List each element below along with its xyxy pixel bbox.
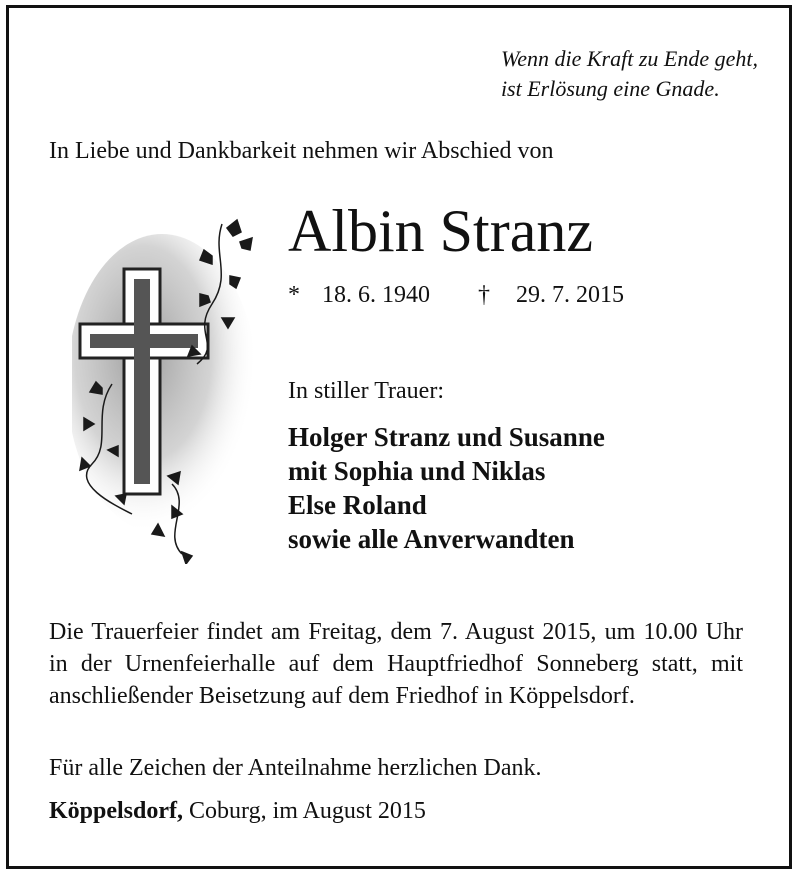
cross-with-ivy-icon <box>72 214 272 564</box>
family-line: mit Sophia und Niklas <box>288 456 546 486</box>
closing-rest: Coburg, im August 2015 <box>189 798 426 824</box>
intro-text: In Liebe und Dankbarkeit nehmen wir Abschied von <box>49 138 554 164</box>
life-dates <box>288 282 624 309</box>
family-list <box>288 420 605 556</box>
family-line: Holger Stranz und Susanne <box>288 422 605 452</box>
family-line: sowie alle Anverwandten <box>288 524 575 554</box>
motto <box>501 44 758 104</box>
ceremony-text: Die Trauerfeier findet am Freitag, dem 7. August 2015, um 10.00 Uhr in der Urnenfeierhalle auf dem Hauptfriedhof Sonneberg statt, mit anschließender Beisetzung auf dem Friedhof in Köppelsdorf. <box>49 619 743 709</box>
death-date: 29. 7. 2015 <box>516 282 624 308</box>
family-line: Else Roland <box>288 490 427 520</box>
closing-place: Köppelsdorf, <box>49 798 184 824</box>
death-symbol: † <box>478 282 490 308</box>
closing-line <box>49 798 426 825</box>
deceased-name: Albin Stranz <box>288 198 593 264</box>
mourning-label: In stiller Trauer: <box>288 378 444 404</box>
birth-date: 18. 6. 1940 <box>322 282 430 308</box>
motto-line-1: Wenn die Kraft zu Ende geht, <box>500 46 758 71</box>
motto-line-2: ist Erlösung eine Gnade. <box>500 76 720 101</box>
thanks-text: Für alle Zeichen der Anteilnahme herzlichen Dank. <box>49 755 542 781</box>
birth-symbol: * <box>288 282 300 308</box>
